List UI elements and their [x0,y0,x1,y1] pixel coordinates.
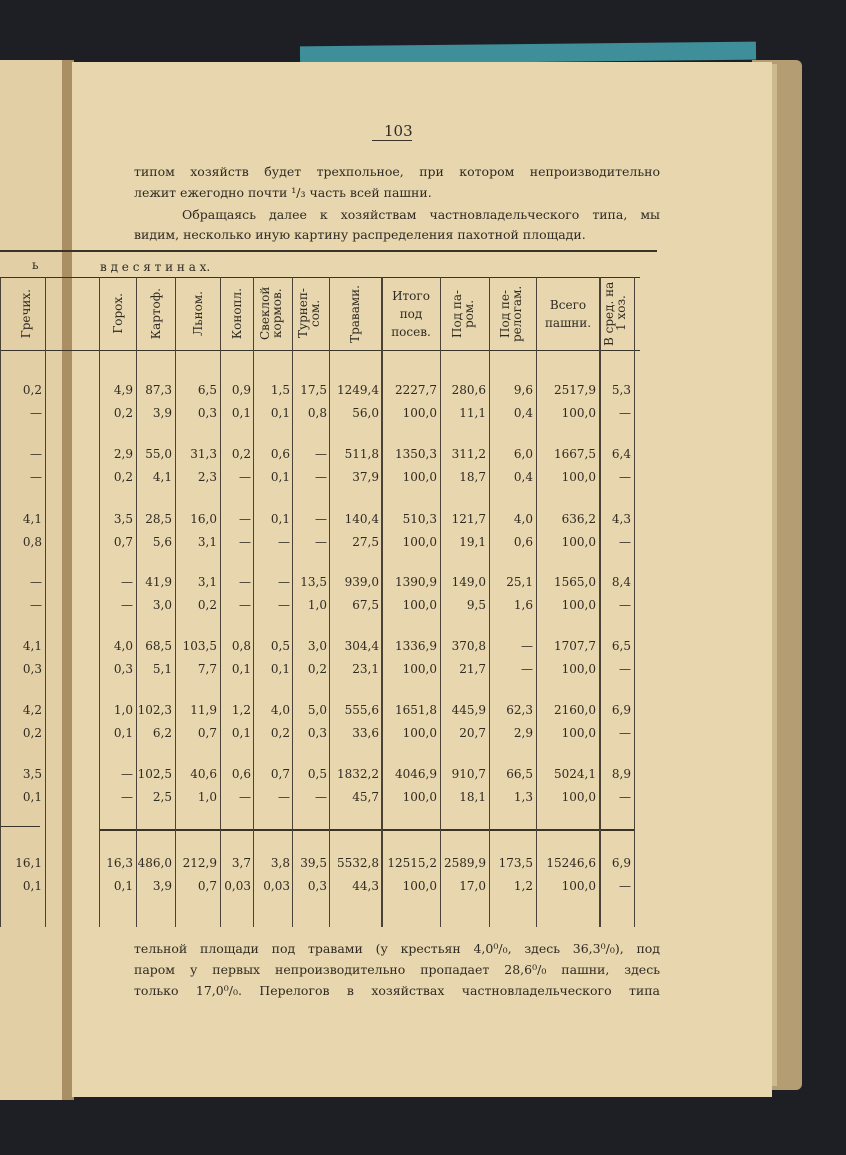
table-cell: 17,5 [300,383,327,397]
left-page-cell: 0,3 [22,662,42,676]
table-cell: 100,0 [402,598,437,612]
table-cell: 9,6 [513,383,533,397]
table-cell: 1667,5 [554,447,596,461]
table-cell: 311,2 [451,447,486,461]
column-header-peas: Горох. [111,293,125,334]
table-cell: 18,7 [459,470,486,484]
table-cell: 25,1 [506,575,533,589]
table-cell: 1651,8 [395,703,437,717]
table-cell: 100,0 [402,470,437,484]
total-cell: 5532,8 [337,856,379,870]
left-page-cell: 4,1 [22,639,42,653]
table-cell: 0,3 [113,662,133,676]
table-cell: 1,5 [270,383,290,397]
left-page-cell: — [30,447,42,461]
table-cell: — [239,790,251,804]
total-cell: 100,0 [402,879,437,893]
table-cell: 11,9 [190,703,217,717]
table-cell: 100,0 [561,470,596,484]
table-cell: — [619,726,631,740]
left-page-cell: 0,1 [22,790,42,804]
table-cell: 1390,9 [395,575,437,589]
table-cell: 4,0 [270,703,290,717]
table-cell: — [278,535,290,549]
total-cell: 39,5 [300,856,327,870]
table-vline [329,277,330,927]
table-cell: 555,6 [344,703,379,717]
table-vline [99,277,100,927]
table-cell: — [278,790,290,804]
table-cell: 1832,2 [337,767,379,781]
left-page-cell: — [30,470,42,484]
table-vline [136,277,137,927]
column-header-uncultivated: Под пе-релогам. [498,285,524,342]
table-cell: — [121,790,133,804]
table-cell: — [121,575,133,589]
table-cell: 2,3 [197,470,217,484]
table-cell: 3,0 [307,639,327,653]
table-cell: 68,5 [145,639,172,653]
book-cover-edge [300,42,756,65]
table-cell: 3,1 [197,575,217,589]
table-cell: 8,4 [611,575,631,589]
table-cell: — [121,598,133,612]
table-cell: 1707,7 [554,639,596,653]
table-vline [253,277,254,927]
left-page-cell: — [30,598,42,612]
table-cell: — [521,662,533,676]
table-cell: 100,0 [561,598,596,612]
table-cell: 0,2 [197,598,217,612]
table-cell: 0,2 [113,470,133,484]
table-cell: — [315,512,327,526]
table-cell: — [121,767,133,781]
table-cell: 5,6 [152,535,172,549]
table-cell: 3,9 [152,406,172,420]
table-cell: 100,0 [402,726,437,740]
table-header-title: в д е с я т и н а х. [100,260,211,274]
left-page-cell: — [30,575,42,589]
table-cell: 636,2 [561,512,596,526]
table-cell: 0,5 [270,639,290,653]
column-header-total-sown: Итого под посев. [391,288,431,339]
table-cell: 40,6 [190,767,217,781]
table-cell: 4,3 [611,512,631,526]
table-cell: — [619,406,631,420]
table-cell: 3,0 [152,598,172,612]
page-number-rule [372,140,412,141]
total-cell: 1,2 [513,879,533,893]
table-cell: 100,0 [561,406,596,420]
table-cell: 2227,7 [395,383,437,397]
table-cell: 0,8 [231,639,251,653]
table-cell: 149,0 [451,575,486,589]
column-header-potatoes: Картоф. [149,287,163,340]
table-cell: — [239,598,251,612]
table-cell: 100,0 [561,790,596,804]
table-cell: 9,5 [466,598,486,612]
totals-rule [100,829,635,831]
outro-line-1: тельной площади под травами (у крестьян 4,0⁰/₀, здесь 36,3⁰/₀), под [134,941,660,956]
table-cell: 445,9 [451,703,486,717]
total-cell: 0,7 [197,879,217,893]
intro-line-4: видим, несколько иную картину распределения пахотной площади. [134,227,586,242]
table-cell: 103,5 [182,639,217,653]
table-cell: 62,3 [506,703,533,717]
intro-line-2: лежит ежегодно почти ¹/₃ часть всей пашни. [134,185,432,200]
table-cell: 37,9 [352,470,379,484]
table-cell: — [619,662,631,676]
total-cell: 3,9 [152,879,172,893]
table-cell: 4,1 [152,470,172,484]
table-cell: 370,8 [451,639,486,653]
table-cell: — [239,535,251,549]
table-vline [220,277,221,927]
total-cell: 486,0 [137,856,172,870]
table-vline [440,277,441,927]
table-cell: 100,0 [561,535,596,549]
total-cell: 17,0 [459,879,486,893]
table-cell: 280,6 [451,383,486,397]
table-cell: 0,5 [307,767,327,781]
table-cell: 0,2 [231,447,251,461]
total-cell: 44,3 [352,879,379,893]
table-cell: 2,9 [513,726,533,740]
left-page-cell: 4,1 [22,512,42,526]
table-cell: 55,0 [145,447,172,461]
table-cell: 5024,1 [554,767,596,781]
column-header-turnips: Турнеп-сом. [296,288,322,339]
total-cell: 0,03 [224,879,251,893]
table-cell: 6,5 [197,383,217,397]
table-cell: 0,6 [270,447,290,461]
table-cell: 7,7 [197,662,217,676]
table-cell: 100,0 [402,790,437,804]
table-cell: 31,3 [190,447,217,461]
table-cell: 27,5 [352,535,379,549]
table-cell: 0,3 [307,726,327,740]
left-vline [0,277,1,927]
table-cell: 3,5 [113,512,133,526]
table-cell: 5,0 [307,703,327,717]
table-cell: 0,1 [270,406,290,420]
table-cell: 2517,9 [554,383,596,397]
column-header-left: Гречих. [19,288,33,339]
outro-line-2: паром у первых непроизводительно пропадает 28,6⁰/₀ пашни, здесь [134,962,660,977]
table-cell: 0,2 [113,406,133,420]
table-cell: — [278,598,290,612]
table-cell: 56,0 [352,406,379,420]
table-cell: 16,0 [190,512,217,526]
table-cell: 102,3 [137,703,172,717]
table-vline [634,277,635,927]
table-cell: 0,8 [307,406,327,420]
table-vline [599,277,601,927]
table-cell: 0,4 [513,470,533,484]
table-cell: 18,1 [459,790,486,804]
table-cell: 41,9 [145,575,172,589]
table-cell: 140,4 [344,512,379,526]
table-cell: 0,9 [231,383,251,397]
table-cell: 6,0 [513,447,533,461]
table-cell: 100,0 [561,662,596,676]
table-cell: — [619,535,631,549]
table-cell: — [619,790,631,804]
table-cell: 0,1 [270,470,290,484]
column-header-fallow: Под па-ром. [450,289,476,338]
total-cell: 12515,2 [387,856,437,870]
table-cell: 1,3 [513,790,533,804]
table-cell: 0,1 [231,662,251,676]
table-cell: 11,1 [459,406,486,420]
table-cell: 4,9 [113,383,133,397]
table-cell: 0,2 [307,662,327,676]
table-cell: 0,4 [513,406,533,420]
table-cell: — [315,790,327,804]
table-cell: 1249,4 [337,383,379,397]
table-cell: 304,4 [344,639,379,653]
column-header-total-arable: Всего пашни. [544,297,592,330]
column-header-hemp: Конопл. [230,287,244,340]
table-cell: 102,5 [137,767,172,781]
left-page-cell: 0,8 [22,535,42,549]
table-cell: 6,4 [611,447,631,461]
column-header-avg-per-farm: В сред. на 1 хоз. [602,281,628,346]
table-cell: 4,0 [113,639,133,653]
table-cell: — [315,535,327,549]
total-cell: 100,0 [561,879,596,893]
total-cell: 15246,6 [546,856,596,870]
table-cell: 28,5 [145,512,172,526]
column-header-grasses: Травами. [348,284,362,343]
table-cell: 0,7 [270,767,290,781]
table-cell: 910,7 [451,767,486,781]
table-cell: 21,7 [459,662,486,676]
table-cell: 0,3 [197,406,217,420]
left-page-cell: 0,2 [22,726,42,740]
table-cell: — [315,447,327,461]
table-cell: 0,6 [513,535,533,549]
table-cell: 1,2 [231,703,251,717]
table-cell: 100,0 [402,406,437,420]
table-cell: 6,2 [152,726,172,740]
left-totals-rule [0,826,40,827]
intro-line-1: типом хозяйств будет трехпольное, при котором непроизводительно [134,164,660,179]
page-number: 103 [384,122,413,140]
table-vline [536,277,537,927]
total-cell: 6,9 [611,856,631,870]
table-cell: — [619,598,631,612]
table-cell: 2,5 [152,790,172,804]
table-cell: 6,9 [611,703,631,717]
total-cell: 3,7 [231,856,251,870]
table-vline [292,277,293,927]
total-cell: 0,1 [113,879,133,893]
table-cell: 1,0 [113,703,133,717]
table-cell: 100,0 [561,726,596,740]
total-cell: 212,9 [182,856,217,870]
table-cell: — [239,470,251,484]
table-cell: 5,3 [611,383,631,397]
table-cell: — [619,470,631,484]
table-cell: 510,3 [402,512,437,526]
table-cell: 13,5 [300,575,327,589]
total-cell: — [619,879,631,893]
table-cell: 8,9 [611,767,631,781]
table-vline [175,277,176,927]
table-cell: 0,1 [270,512,290,526]
table-top-rule [0,250,657,252]
total-cell: 0,3 [307,879,327,893]
column-header-beets: Свеклой кормов. [258,286,284,341]
left-page-cell: — [30,406,42,420]
table-cell: 121,7 [451,512,486,526]
table-cell: — [521,639,533,653]
total-cell: 16,3 [106,856,133,870]
table-cell: 5,1 [152,662,172,676]
total-cell: 0,03 [263,879,290,893]
table-cell: 20,7 [459,726,486,740]
table-cell: 0,1 [270,662,290,676]
total-cell: 2589,9 [444,856,486,870]
table-cell: 100,0 [402,662,437,676]
left-page-total-cell: 16,1 [15,856,42,870]
table-cell: 0,7 [197,726,217,740]
table-cell: 0,2 [270,726,290,740]
total-cell: 3,8 [270,856,290,870]
table-cell: 3,1 [197,535,217,549]
table-cell: 4,0 [513,512,533,526]
total-cell: 173,5 [498,856,533,870]
table-cell: 939,0 [344,575,379,589]
table-cell: 0,7 [113,535,133,549]
left-page-cell: 0,2 [22,383,42,397]
table-cell: 1,0 [197,790,217,804]
table-cell: 0,1 [231,726,251,740]
table-cell: 100,0 [402,535,437,549]
left-header-fragment: ь [32,258,39,272]
table-cell: 19,1 [459,535,486,549]
table-cell: 0,6 [231,767,251,781]
table-cell: 0,1 [113,726,133,740]
left-page-total-cell: 0,1 [22,879,42,893]
left-page-cell: 3,5 [22,767,42,781]
column-header-flax: Льном. [191,291,205,336]
table-cell: 67,5 [352,598,379,612]
table-vline [381,277,383,927]
table-cell: 1350,3 [395,447,437,461]
table-cell: 87,3 [145,383,172,397]
table-cell: — [278,575,290,589]
left-page-cell: 4,2 [22,703,42,717]
table-cell: 2160,0 [554,703,596,717]
table-cell: 0,1 [231,406,251,420]
table-cell: 6,5 [611,639,631,653]
table-cell: — [239,512,251,526]
table-cell: 23,1 [352,662,379,676]
table-cell: 1,0 [307,598,327,612]
outro-line-3: только 17,0⁰/₀. Перелогов в хозяйствах частновладельческого типа [134,983,660,998]
table-cell: 45,7 [352,790,379,804]
table-cell: 66,5 [506,767,533,781]
table-cell: 511,8 [344,447,379,461]
left-vline-2 [45,277,46,927]
intro-line-3: Обращаясь далее к хозяйствам частновладельческого типа, мы [182,207,660,222]
table-cell: 33,6 [352,726,379,740]
table-cell: 2,9 [113,447,133,461]
table-vline [489,277,490,927]
table-cell: 1,6 [513,598,533,612]
table-cell: — [239,575,251,589]
table-cell: — [315,470,327,484]
table-cell: 1336,9 [395,639,437,653]
table-cell: 1565,0 [554,575,596,589]
table-cell: 4046,9 [395,767,437,781]
